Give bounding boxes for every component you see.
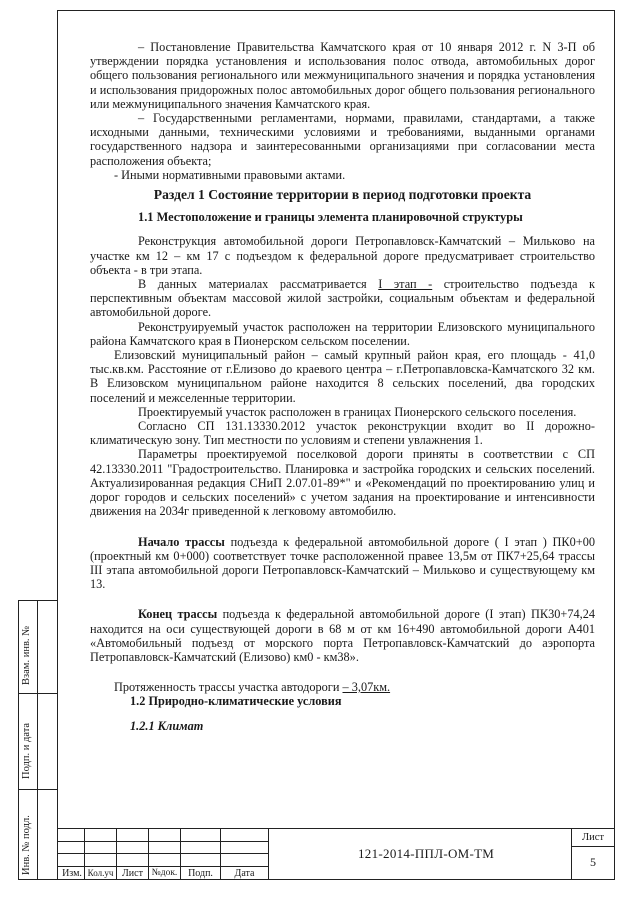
sheet-label: Лист: [582, 832, 604, 843]
section-heading: Раздел 1 Состояние территории в период подготовки проекта: [153, 187, 532, 203]
paragraph: Параметры проектируемой поселковой дороги приняты в соответствии с СП 42.13330.2011 "Градостроительство. Планировка и застройка городских и сельских поселений. Актуализированная редакция СНиП 2.07.01-89*" и «Рекомендаций по проектированию улиц и дорог городов и сельских поселений» с учетом задания на проектирование и интенсивности движения на 2034г приведенной к легковому автомобилю.: [90, 447, 595, 519]
bold-text: Начало трассы: [138, 534, 225, 549]
title-block: [57, 828, 615, 880]
column-header: Подп.: [188, 868, 213, 879]
text-run: подъезда к федеральной автомобильной дороге (I этап) ПК30+74,24 находится на оси существующей дороги в 68 м от км 16+490 автомобильной дороги А401 «Автомобильный подъезд от морского порта Петропавловск-Камчатский до аэропорта Петропавловск-Камчатский (Елизово) км0 - км38».: [90, 607, 595, 664]
column-header: Дата: [234, 868, 255, 879]
paragraph: Проектируемый участок расположен в границах Пионерского сельского поселения.: [138, 404, 577, 419]
paragraph: [90, 535, 595, 592]
text-run: строительство подъезда к перспективным объектам массовой жилой застройки, социальным объектам и федеральной автомобильной дороге.: [90, 277, 595, 320]
text-run: Протяженность трассы участка автодороги: [114, 680, 343, 695]
paragraph: – Государственными регламентами, нормами, правилами, стандартами, а также исходными данными, техническими условиями и требованиями, выданными органами государственного надзора и заинтересованными организациями при согласовании места расположения объекта;: [90, 111, 595, 168]
paragraph: [90, 277, 595, 320]
paragraph: Согласно СП 131.13330.2012 участок реконструкции входит во II дорожно-климатическую зону. Тип местности по условиям и степени увлажнения 1.: [90, 419, 595, 448]
side-label: Инв. № подл.: [21, 815, 32, 875]
subsection-heading: 1.2.1 Климат: [130, 718, 204, 733]
subsection-heading: 1.1 Местоположение и границы элемента планировочной структуры: [138, 210, 523, 225]
side-stamp: [18, 600, 57, 880]
paragraph: [90, 680, 595, 694]
paragraph: Реконструкция автомобильной дороги Петропавловск-Камчатский – Мильково на участке км 12 – км 17 с подъездом к федеральной дороге предусматривает строительство объекта - в три этапа.: [90, 234, 595, 277]
sheet-number: 5: [590, 855, 596, 869]
side-label: Подп. и дата: [21, 722, 32, 779]
text-run: В данных материалах рассматривается: [138, 277, 379, 292]
document-code: 121-2014-ППЛ-ОМ-ТМ: [358, 846, 495, 861]
paragraph: [90, 607, 595, 664]
paragraph: Елизовский муниципальный район – самый крупный район края, его площадь - 41,0 тыс.кв.км. Расстояние от г.Елизово до краевого центра – г.Петропавловска-Камчатского 32 км. В Елизовском муниципальном районе находится 8 сельских поселений, два городских поселений и межселенные территории.: [90, 348, 595, 405]
side-label: Взам. инв. №: [21, 625, 32, 685]
document-body: [90, 40, 595, 733]
column-header: Лист: [122, 868, 143, 879]
paragraph: – Постановление Правительства Камчатского края от 10 января 2012 г. N 3-П об утверждении порядка установления и использования полос отвода, автомобильных дорог общего пользования регионального или межмуниципального значения и порядка установления и использования придорожных полос автомобильных дорог общего пользования регионального или межмуниципального значения Камчатского края.: [90, 40, 595, 111]
underlined-text: I этап -: [378, 277, 433, 292]
paragraph: - Иными нормативными правовыми актами.: [114, 167, 346, 182]
bold-text: Конец трассы: [138, 607, 218, 622]
column-header: Кол.уч: [87, 868, 114, 878]
subsection-heading: 1.2 Природно-климатические условия: [130, 694, 342, 709]
underlined-text: – 3,07км.: [342, 680, 391, 695]
column-header: Изм.: [62, 868, 82, 879]
column-header: №док.: [151, 868, 178, 878]
text-run: подъезда к федеральной автомобильной дороге ( I этап ) ПК0+00 (проектный км 0+000) соответствует точке расположенной правее 13,5м от ПК7+25,64 трассы III этапа автомобильной дороги Петропавловск-Камчатский – Мильково и существующему км 13.: [90, 534, 595, 592]
paragraph: Реконструируемый участок расположен на территории Елизовского муниципального района Камчатского края в Пионерском сельском поселении.: [90, 319, 595, 348]
